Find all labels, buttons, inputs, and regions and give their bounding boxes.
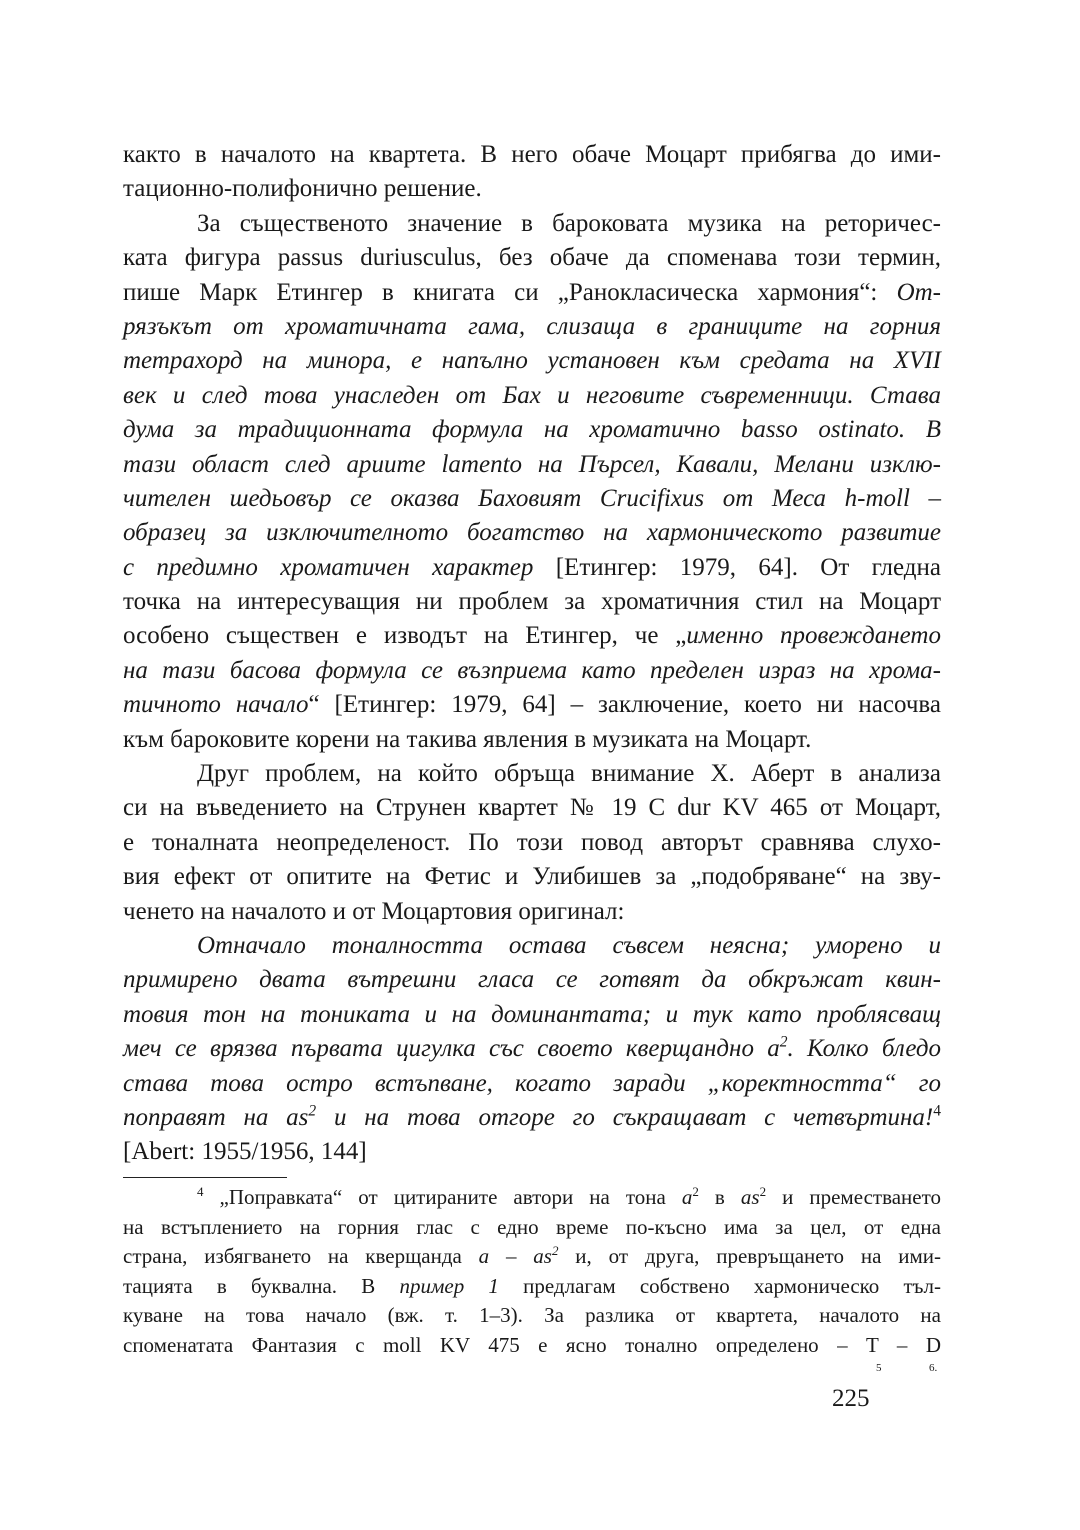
quote-line: примирено двата вътрешни гласа се готвят да обкръжат квин- xyxy=(123,966,941,994)
text-line: е тоналната неопределеност. По този повод авторът сравнява слухо- xyxy=(123,828,941,856)
italic-line: чителен шедьовър се оказва Баховият Crucifixus от Меса h-moll – xyxy=(123,484,941,512)
footnote-ref[interactable]: 4 xyxy=(933,1102,941,1120)
text-line: тичното начало“ [Етингер: 1979, 64] – заключение, което ни насочва xyxy=(123,691,941,719)
main-text xyxy=(123,138,941,1170)
italic-line: тетрахорд на минора, е напълно установен към средата на XVII xyxy=(123,347,941,375)
footnote-line: куване на това начало (вж. т. 1–3). За разлика от квартета, началото на xyxy=(123,1303,941,1328)
subscript-5: 5 xyxy=(876,1362,882,1374)
quote-line: поправят на $as^2$ и на това отгоре го съкращават с четвъртина!$^4$ xyxy=(123,1102,941,1131)
quote-line: става това остро встъпване, когато заради „коректността“ го xyxy=(123,1069,941,1097)
quote-line: товия тон на тониката и на доминантата; и тук като проблясващ xyxy=(123,1000,941,1028)
text-line: както в началото на квартета. В него обаче Моцарт прибягва до ими- xyxy=(123,141,941,168)
text-line: към бароковите корени на такива явления в музиката на Моцарт. xyxy=(123,725,812,753)
page-number: 225 xyxy=(832,1385,870,1412)
italic-line: век и след това унаследен от Бах и неговите съвременници. Става xyxy=(123,381,941,409)
footnote-line: $^4$ „Поправката“ от цитираните автори на тона $a^2$ в $as^2$ и преместването xyxy=(197,1184,941,1209)
text-line: особено съществен е изводът на Етингер, че „именно провеждането xyxy=(123,622,941,650)
italic-line: на тази басова формула се възприема като пределен израз на хрома- xyxy=(123,656,941,684)
footnote-line: на встъплението на горния глас с едно време по-късно има за цел, от една xyxy=(123,1214,941,1239)
text-line: си на въведението на Струнен квартет № 19 C dur KV 465 от Моцарт, xyxy=(123,794,941,822)
text-line: Друг проблем, на който обръща внимание Х. Аберт в анализа xyxy=(197,760,941,788)
footnote-line: страна, избягването на кверщанда a – $as^2$ и, от друга, превръщането на ими- xyxy=(123,1243,941,1269)
quote-line: Отначало тоналността остава съвсем неясна; уморено и xyxy=(197,931,941,959)
footnote-line: споменатата Фантазия c moll KV 475 е ясно тонално определено – T – D xyxy=(123,1332,941,1357)
text-line: с предимно хроматичен характер [Етингер: 1979, 64]. От гледна xyxy=(123,553,941,581)
text-line: ката фигура passus duriusculus, без обаче да споменава този термин, xyxy=(123,244,941,272)
italic-line: образец за изключителното богатство на хармоническото развитие xyxy=(123,519,941,547)
italic-line: дума за традиционната формула на хроматично basso ostinato. В xyxy=(123,416,941,444)
text-line: пише Марк Етингер в книгата си „Ранокласическа хармония“: От- xyxy=(123,278,941,306)
text-line: За същественото значение в бароковата музика на реторичес- xyxy=(197,209,941,237)
italic-line: рязъкът от хроматичната гама, слизаща в границите на горния xyxy=(123,312,941,340)
quote-line: меч се врязва първата цигулка със своето кверщандно $a^2$. Колко бледо xyxy=(123,1033,942,1063)
footnote-divider xyxy=(123,1177,287,1178)
text-line: точка на интересуващия ни проблем за хроматичния стил на Моцарт xyxy=(123,588,941,616)
citation-line: [Abert: 1955/1956, 144] xyxy=(123,1138,367,1166)
text-line: вия ефект от опитите на Фетис и Улибишев за „подобряване“ на зву- xyxy=(123,863,941,891)
footnote-number: 4 xyxy=(197,1184,204,1199)
text-line: тационно-полифонично решение. xyxy=(123,175,482,203)
footnote-line: тацията в буквална. В пример 1 предлагам собствено хармоническо тъл- xyxy=(123,1273,941,1298)
footnote xyxy=(123,1183,941,1361)
italic-line: тази област след ариите lamento на Пърсел, Кавали, Мелани изклю- xyxy=(123,450,941,478)
text-line: ченето на началото и от Моцартовия оригинал: xyxy=(123,897,625,925)
subscript-6: 6. xyxy=(929,1362,938,1374)
